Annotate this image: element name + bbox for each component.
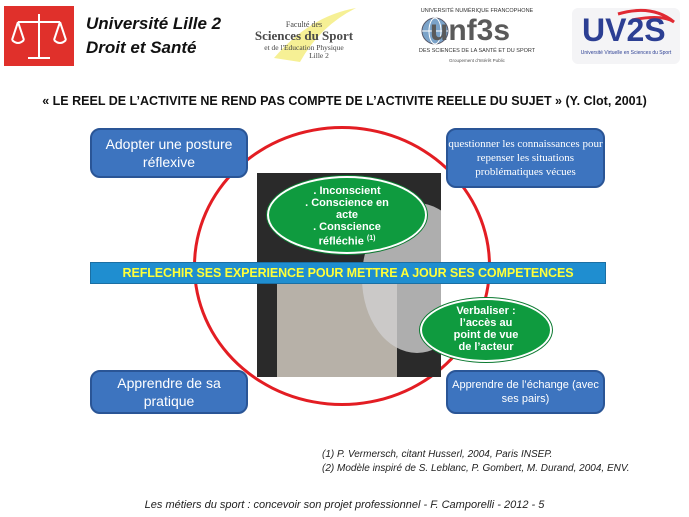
central-band: REFLECHIR SES EXPERIENCE POUR METTRE A JOUR SES COMPETENCES [90, 262, 606, 284]
oval-line3: point de vue [453, 329, 519, 341]
box-reflexive-posture [90, 128, 248, 178]
box-learn-practice [90, 370, 248, 414]
box-label: Apprendre de l’échange (avec ses pairs) [452, 379, 599, 405]
logo-line3: et de l'Education Physique [264, 43, 344, 52]
oval-line2: l’accès au [459, 317, 513, 329]
uv2s-logo [572, 8, 680, 64]
logo-line2: Droit et Santé [86, 38, 197, 57]
scales-of-justice-icon [4, 6, 74, 66]
universite-lille2-logo [4, 6, 242, 66]
verbalize-oval [420, 298, 552, 362]
oval-line3: acte [335, 209, 359, 221]
oval-line4: . Conscience [313, 221, 381, 233]
logo-line4: Lille 2 [309, 51, 329, 60]
oval-line1: . Inconscient [313, 185, 381, 197]
consciousness-levels-oval [267, 176, 427, 254]
logo-line1: Faculté des [285, 20, 323, 29]
reference-2: (2) Modèle inspiré de S. Leblanc, P. Gombert, M. Durand, 2004, ENV. [322, 463, 630, 474]
slide-footer: Les métiers du sport : concevoir son projet professionnel - F. Camporelli - 2012 - 5 [144, 499, 545, 511]
logo-top: UNIVERSITÉ NUMÉRIQUE FRANCOPHONE [420, 8, 534, 14]
box-label: Apprendre de sa pratique [117, 375, 221, 409]
logo-group: Groupement d'Intérêt Public [449, 58, 505, 63]
slide-title-quote: « LE REEL DE L’ACTIVITE NE REND PAS COMPTE DE L’ACTIVITE REELLE DU SUJET » (Y. Clot, 2001) [42, 94, 647, 108]
box-label: Adopter une posture réflexive [105, 136, 233, 170]
unf3s-logo [418, 8, 536, 66]
logo-line1: Université Lille 2 [86, 14, 222, 33]
box-learn-exchange [446, 370, 605, 414]
oval-line5-text: réfléchie [318, 235, 364, 248]
footnote-marker: (1) [366, 235, 376, 242]
logo-wordmark: UV2S [582, 12, 666, 48]
logo-bottom: DES SCIENCES DE LA SANTÉ ET DU SPORT [418, 48, 536, 54]
reference-1: (1) P. Vermersch, citant Husserl, 2004, Paris INSEP. [322, 449, 553, 460]
faculte-sciences-sport-logo [250, 6, 358, 64]
oval-line4: de l’acteur [458, 341, 514, 353]
oval-line2: . Conscience en [305, 197, 389, 209]
references [322, 448, 682, 476]
oval-line5 [269, 233, 425, 248]
logo-sub: Université Virtuelle en Sciences du Sport [580, 50, 672, 56]
logo-wordmark: unf3s [430, 14, 511, 47]
box-question-knowledge [446, 128, 605, 188]
oval-line1: Verbaliser : [456, 305, 516, 317]
box-label: questionner les connaissances pour repenser les situations problématiques vécues [448, 138, 603, 178]
logo-line2: Sciences du Sport [254, 28, 354, 43]
